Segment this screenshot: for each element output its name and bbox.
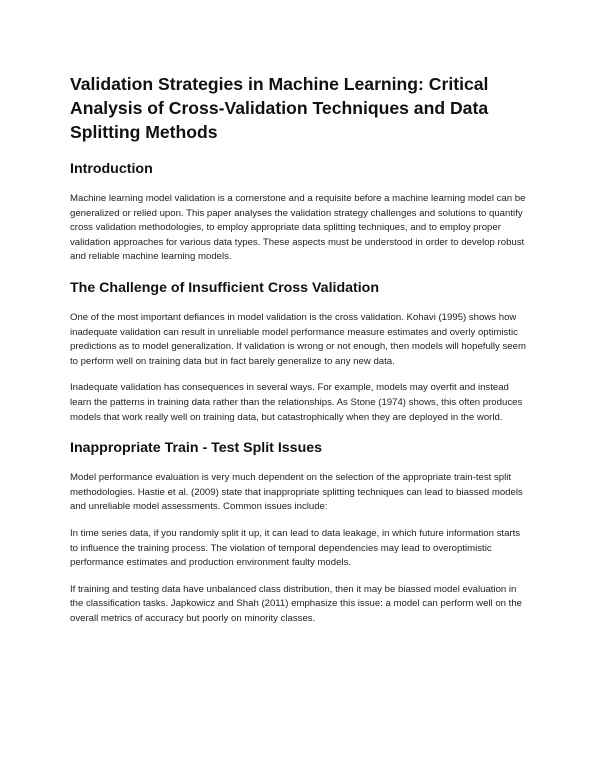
paragraph: Model performance evaluation is very much dependent on the selection of the appropriate train-test split methodologies. Hastie et al. (2009) state that inappropriate splitting techniques can lead to biassed models and unreliable model assessments. Common issues include: bbox=[70, 472, 523, 513]
paragraph: Machine learning model validation is a cornerstone and a requisite before a machine learning model can be generalized or relied upon. This paper analyses the validation strategy challenges and solutions to quantify cross validation methodologies, to employ appropriate data splitting techniques, and to employ proper validation approaches for various data types. These aspects must be understood in order to develop robust and reliable machine learning models. bbox=[70, 193, 526, 263]
section-insufficient-cross-validation bbox=[70, 279, 530, 425]
paragraph: Inadequate validation has consequences in several ways. For example, models may overfit and instead learn the patterns in training data rather than the relationships. As Stone (1974) shows, this often produces models that work really well on training data, but catastrophically when they are deployed in the world. bbox=[70, 382, 523, 423]
document-title: Validation Strategies in Machine Learning: Critical Analysis of Cross-Validation Techniques and Data Splitting Methods bbox=[70, 74, 489, 142]
section-introduction bbox=[70, 160, 530, 265]
section-heading-introduction: Introduction bbox=[70, 161, 153, 177]
section-heading-insufficient-cross-validation: The Challenge of Insufficient Cross Validation bbox=[70, 279, 380, 296]
paragraph: One of the most important defiances in model validation is the cross validation. Kohavi (1995) shows how inadequate validation can result in unreliable model performance measure estimates and overly optimistic predictions as to model generalization. If validation is wrong or not enough, then models will hopefully seem to perform well on training data but in fact barely generalize to any new data. bbox=[70, 311, 526, 367]
section-heading-train-test-split-issues: Inappropriate Train - Test Split Issues bbox=[70, 440, 323, 457]
section-train-test-split-issues bbox=[70, 439, 530, 626]
paragraph: If training and testing data have unbalanced class distribution, then it may be biassed model evaluation in the classification tasks. Japkowicz and Shah (2011) emphasize this issue: a model can perform well on the overall metrics of accuracy but poorly on minority classes. bbox=[70, 583, 523, 624]
paragraph: In time series data, if you randomly split it up, it can lead to data leakage, in which future information starts to influence the training process. The violation of temporal dependencies may lead to overoptimistic performance estimates and production environment faulty models. bbox=[70, 527, 521, 569]
